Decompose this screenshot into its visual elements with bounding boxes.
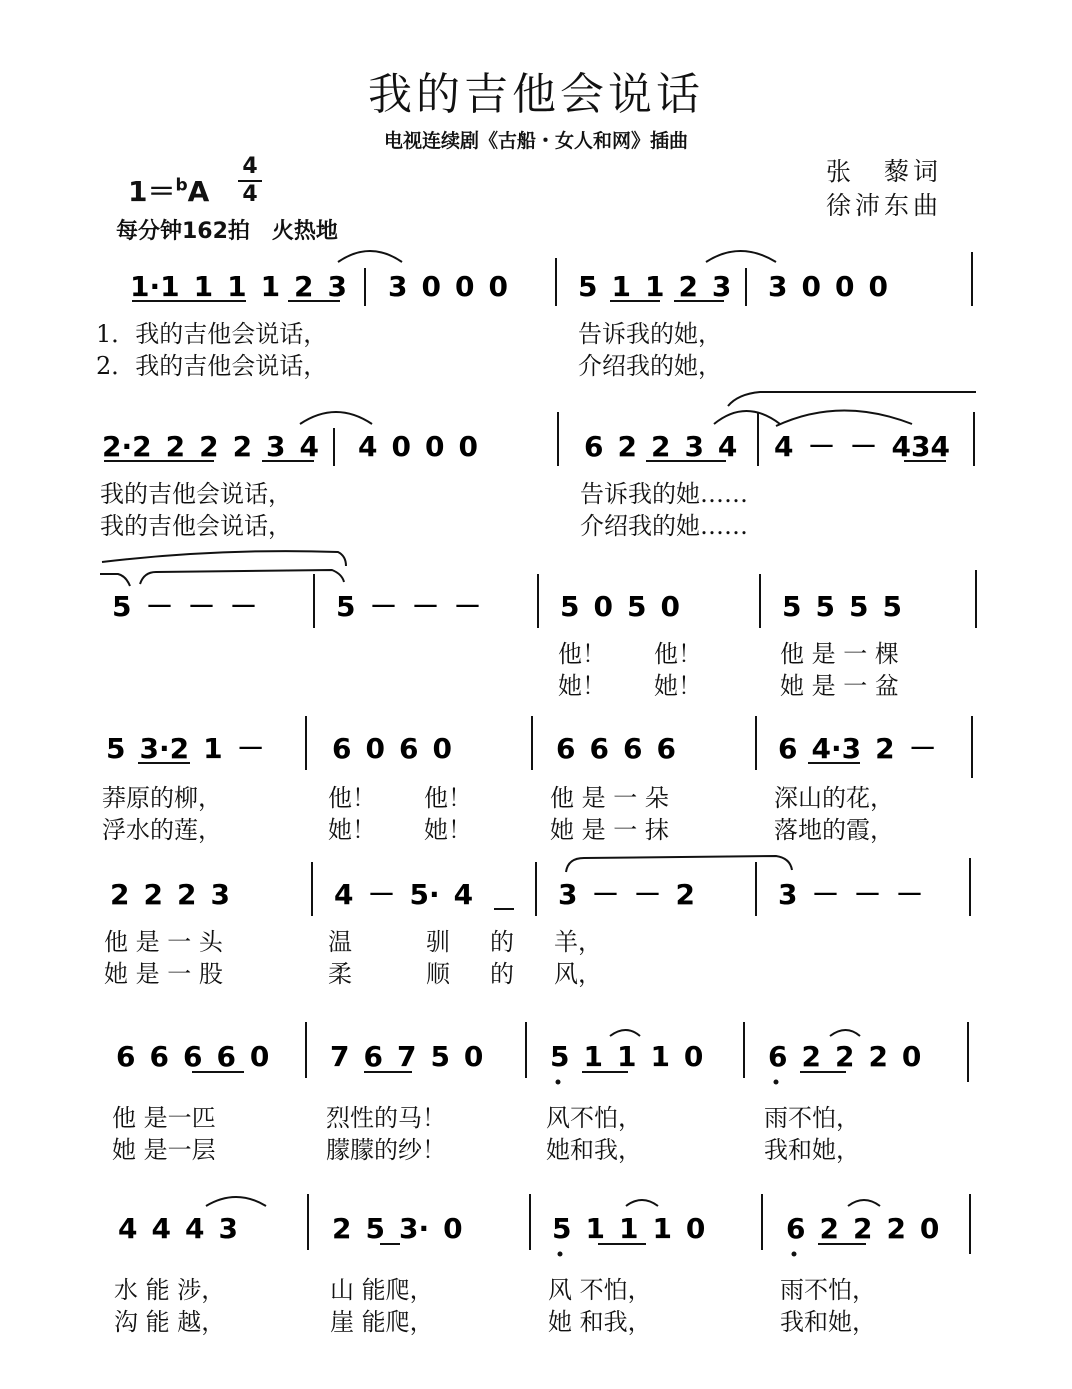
lyric-5-4-v2: 的 bbox=[490, 960, 514, 988]
system-2 bbox=[102, 392, 976, 466]
lyric-5-4-v1: 的 bbox=[490, 928, 514, 956]
slur-line bbox=[728, 392, 976, 406]
measure-5-1: 2 2 2 3 bbox=[110, 878, 230, 911]
lyric-5-2-v1: 温 bbox=[328, 928, 352, 956]
lyric-7-1-v1: 水 能 涉， bbox=[114, 1276, 226, 1304]
measure-2-2: 4 0 0 0 bbox=[358, 430, 478, 463]
lyric-3-2-v1: 他！ bbox=[654, 640, 702, 668]
system-4 bbox=[106, 716, 972, 778]
lyric-6-1-v2: 她 是一层 bbox=[112, 1136, 216, 1164]
system-7 bbox=[118, 1194, 970, 1257]
lyric-7-4-v1: 雨不怕， bbox=[780, 1276, 876, 1304]
key-letter: A bbox=[187, 175, 210, 208]
measure-3-1: 5 － － － bbox=[112, 590, 258, 623]
measure-4-2: 6 0 6 0 bbox=[332, 732, 452, 765]
measure-5-4: 3 － － － bbox=[778, 878, 924, 911]
lyric-7-1-v2: 沟 能 越， bbox=[114, 1308, 226, 1336]
tie-arc bbox=[566, 856, 792, 872]
lyric-6-3-v2: 她和我， bbox=[546, 1136, 642, 1164]
measure-7-3: 5 1 1 1 0 bbox=[552, 1212, 706, 1245]
lyric-6-4-v2: 我和她， bbox=[764, 1136, 860, 1164]
slur-arc bbox=[776, 410, 912, 426]
tempo-marking: 每分钟162拍 火热地 bbox=[116, 219, 338, 244]
low-octave-dot bbox=[558, 1252, 563, 1257]
lyric-4-2-v2: 她！ bbox=[328, 816, 376, 844]
lyric-3-3-v2: 她 是 一 盆 bbox=[780, 672, 899, 700]
lyric-3-1-v1: 他！ bbox=[558, 640, 606, 668]
measure-5-2: 4 － 5· 4 bbox=[334, 878, 474, 911]
lyric-4-4-v1: 他 是 一 朵 bbox=[550, 784, 669, 812]
measure-7-2: 2 5 3· 0 bbox=[332, 1212, 463, 1245]
lyric-5-5-v1: 羊， bbox=[554, 928, 602, 956]
lyric-4-4-v2: 她 是 一 抹 bbox=[550, 816, 669, 844]
measure-1-2: 3 0 0 0 bbox=[388, 270, 508, 303]
time-signature-bottom: 4 bbox=[242, 182, 258, 207]
low-octave-dot bbox=[774, 1080, 779, 1085]
lyric-4-5-v2: 落地的霞， bbox=[774, 816, 894, 844]
system-6 bbox=[116, 1022, 968, 1085]
lyric-4-3-v2: 她！ bbox=[424, 816, 472, 844]
lyric-2-2-v2: 介绍我的她…… bbox=[580, 512, 748, 540]
lyric-7-2-v1: 山 能爬， bbox=[330, 1276, 434, 1304]
system-5 bbox=[110, 856, 970, 916]
lyric-3-2-v2: 她！ bbox=[654, 672, 702, 700]
lyric-7-3-v1: 风 不怕， bbox=[548, 1276, 652, 1304]
lyric-1-2-v1: 告诉我的她， bbox=[578, 320, 722, 348]
lyricist-credit: 张 藜词 bbox=[826, 157, 943, 186]
lyric-5-2-v2: 柔 bbox=[328, 960, 352, 988]
lyric-1-1-v1: 1．我的吉他会说话， bbox=[96, 320, 328, 348]
lyric-7-2-v2: 崖 能爬， bbox=[330, 1308, 434, 1336]
time-signature-top: 4 bbox=[242, 154, 258, 179]
lyric-6-2-v1: 烈性的马！ bbox=[326, 1104, 446, 1132]
composer-credit: 徐沛东曲 bbox=[826, 191, 943, 220]
lyric-4-3-v1: 他！ bbox=[424, 784, 472, 812]
lyric-5-1-v2: 她 是 一 股 bbox=[104, 960, 223, 988]
tie-arc bbox=[714, 411, 780, 424]
lyric-4-5-v1: 深山的花， bbox=[774, 784, 894, 812]
song-title: 我的吉他会说话 bbox=[368, 69, 704, 120]
lyric-6-3-v1: 风不怕， bbox=[546, 1104, 642, 1132]
lyric-7-3-v2: 她 和我， bbox=[548, 1308, 652, 1336]
lyric-2-1-v1: 我的吉他会说话， bbox=[100, 480, 292, 508]
measure-6-4: 6 2 2 2 0 bbox=[768, 1040, 922, 1073]
lyric-5-1-v1: 他 是 一 头 bbox=[104, 928, 223, 956]
system-1 bbox=[130, 251, 972, 306]
measure-6-1: 6 6 6 6 0 bbox=[116, 1040, 270, 1073]
measure-4-4: 6 4·3 2 － bbox=[778, 732, 937, 765]
measure-2-1: 2·2 2 2 2 3 4 bbox=[102, 430, 320, 463]
lyric-2-1-v2: 我的吉他会说话， bbox=[100, 512, 292, 540]
measure-6-3: 5 1 1 1 0 bbox=[550, 1040, 704, 1073]
measure-4-1: 5 3·2 1 － bbox=[106, 732, 265, 765]
measure-7-4: 6 2 2 2 0 bbox=[786, 1212, 940, 1245]
lyric-2-2-v1: 告诉我的她…… bbox=[580, 480, 748, 508]
lyric-6-2-v2: 朦朦的纱！ bbox=[326, 1136, 446, 1164]
lyric-5-3-v2: 顺 bbox=[426, 960, 450, 988]
lyric-3-1-v2: 她！ bbox=[558, 672, 606, 700]
tie-arc bbox=[206, 1197, 266, 1206]
tie-arc bbox=[706, 251, 776, 262]
low-octave-dot bbox=[556, 1080, 561, 1085]
key-prefix: 1＝ bbox=[128, 175, 176, 208]
measure-7-1: 4 4 4 3 bbox=[118, 1212, 238, 1245]
lyric-4-2-v1: 他！ bbox=[328, 784, 376, 812]
tie-arc bbox=[848, 1200, 880, 1206]
lyric-1-1-v2: 2．我的吉他会说话， bbox=[96, 352, 328, 380]
measure-5-3: 3 － － 2 bbox=[558, 878, 695, 911]
tie-arc bbox=[626, 1200, 658, 1206]
slur-arc bbox=[102, 551, 346, 566]
song-subtitle: 电视连续剧《古船・女人和网》插曲 bbox=[383, 130, 688, 152]
measure-1-4: 3 0 0 0 bbox=[768, 270, 888, 303]
lyric-3-3-v1: 他 是 一 棵 bbox=[780, 640, 899, 668]
measure-1-1: 1·1 1 1 1 2 3 bbox=[130, 270, 348, 303]
lyric-5-5-v2: 风， bbox=[554, 960, 602, 988]
measure-1-3: 5 1 1 2 3 bbox=[578, 270, 732, 303]
flat-sign: b bbox=[175, 175, 188, 196]
measure-4-3: 6 6 6 6 bbox=[556, 732, 676, 765]
system-3 bbox=[100, 551, 976, 628]
measure-3-2: 5 － － － bbox=[336, 590, 482, 623]
lyric-1-2-v2: 介绍我的她， bbox=[578, 352, 722, 380]
tie-arc bbox=[300, 412, 372, 424]
low-octave-dot bbox=[792, 1252, 797, 1257]
lyric-6-4-v1: 雨不怕， bbox=[764, 1104, 860, 1132]
measure-2-4: 4 － － 434 bbox=[774, 430, 950, 463]
measure-2-3: 6 2 2 3 4 bbox=[584, 430, 738, 463]
lyric-4-1-v1: 莽原的柳， bbox=[102, 784, 222, 812]
measure-3-4: 5 5 5 5 bbox=[782, 590, 902, 623]
tie-arc bbox=[830, 1030, 860, 1036]
measure-6-2: 7 6 7 5 0 bbox=[330, 1040, 484, 1073]
lyric-7-4-v2: 我和她， bbox=[780, 1308, 876, 1336]
lyric-6-1-v1: 他 是一匹 bbox=[112, 1104, 216, 1132]
lyric-4-1-v2: 浮水的莲， bbox=[102, 816, 222, 844]
lyric-5-3-v1: 驯 bbox=[426, 928, 450, 956]
tie-arc bbox=[338, 251, 402, 262]
tie-arc bbox=[610, 1030, 640, 1036]
measure-3-3: 5 0 5 0 bbox=[560, 590, 680, 623]
slur-continuation bbox=[100, 574, 130, 586]
